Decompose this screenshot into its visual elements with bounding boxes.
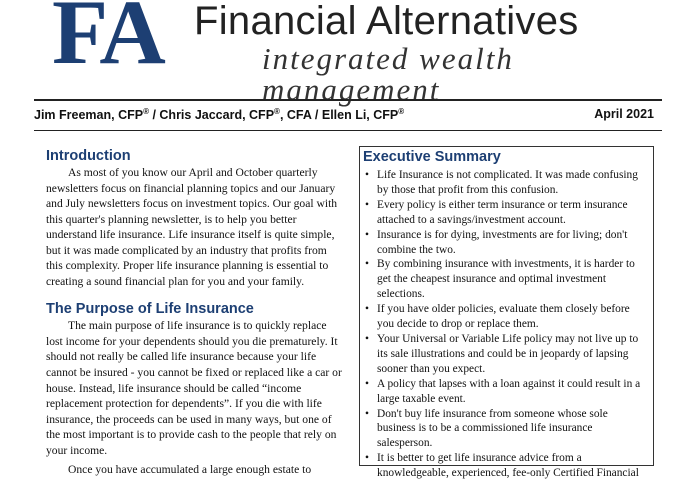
section-heading: The Purpose of Life Insurance [46, 301, 254, 318]
author-byline [34, 107, 404, 122]
registered-mark: ® [274, 107, 280, 116]
summary-item-text: Insurance is for dying, investments are for living; don't combine the two. [377, 228, 628, 256]
fa-logo: FA [52, 0, 164, 83]
summary-item-text: It is better to get life insurance advice from a knowledgeable, experienced, fee-only Certified Financial [377, 452, 639, 480]
summary-item [365, 228, 649, 258]
summary-item-text: Don't buy life insurance from someone whose sole business is to be a commissioned life insurance salesperson. [377, 407, 608, 450]
bullet-icon: • [365, 228, 369, 241]
author-jim: Jim Freeman, CFP [34, 108, 144, 123]
registered-mark: ® [143, 107, 149, 116]
summary-item [365, 302, 649, 332]
bullet-icon: • [365, 198, 369, 211]
bullet-icon: • [365, 452, 369, 465]
section-heading: Introduction [46, 148, 131, 164]
masthead-rule-top [34, 99, 662, 101]
summary-item [365, 332, 649, 377]
summary-item-text: Your Universal or Variable Life policy may not live up to its sale illustrations and could be in jeopardy of lapsing sooner than you expect. [377, 332, 639, 375]
brand-name: Financial Alternatives [194, 0, 579, 43]
bullet-icon: • [365, 377, 369, 390]
bullet-icon: • [365, 169, 369, 181]
summary-list [365, 168, 649, 481]
body-paragraph: As most of you know our April and October quarterly newsletters focus on financial planning topics and our January and July newsletters focus on investment topics. Our goal with this quarter's planning newsletter, is to help you better understand life insurance. Life insurance itself is quite simple, but it was made complicated by an industry that profits from this complexity. Proper life insurance planning is essential to creating a sound financial plan for you and your family. [46, 166, 338, 288]
summary-title: Executive Summary [363, 149, 501, 165]
masthead-rule-bottom [34, 130, 662, 131]
masthead [0, 0, 684, 107]
brand-tagline: integrated wealth management [262, 41, 514, 107]
author-chris: / Chris Jaccard, CFP [148, 108, 275, 123]
summary-item-text: A policy that lapses with a loan against it could result in a large taxable event. [377, 377, 641, 405]
summary-item-text: Every policy is either term insurance or term insurance attached to a savings/investment account. [377, 198, 628, 226]
registered-mark: ® [398, 107, 405, 116]
bullet-icon: • [365, 407, 369, 420]
executive-summary-box [359, 146, 654, 480]
bullet-icon: • [365, 303, 369, 316]
main-column [46, 147, 342, 478]
summary-item [365, 168, 649, 198]
body-paragraph: Once you have accumulated a large enough estate to [68, 463, 312, 477]
introduction-section [46, 147, 342, 289]
summary-item [365, 407, 649, 452]
bullet-icon: • [365, 258, 369, 271]
issue-date: April 2021 [594, 107, 654, 121]
summary-item-text: If you have older policies, evaluate them closely before you decide to drop or replace them. [377, 303, 630, 331]
bullet-icon: • [365, 332, 369, 345]
summary-item-text: By combining insurance with investments, it is harder to get the cheapest insurance and optimal investment selections. [377, 258, 635, 301]
summary-item [365, 257, 649, 302]
body-paragraph: The main purpose of life insurance is to quickly replace lost income for your dependents should you die prematurely. It should not really be called life insurance because your life cannot be insured - you cannot be fixed or replaced like a car or house. Instead, life insurance should be called “income replacement protection for dependents”. If you die with life insurance, the proceeds can be used in many ways, but one of the most important is to provide cash to the people that rely on your income. [46, 319, 342, 457]
purpose-section [46, 300, 342, 477]
summary-item [365, 377, 649, 407]
author-ellen: , CFA / Ellen Li, CFP [279, 108, 399, 123]
summary-item [365, 198, 649, 228]
summary-item-text: Life Insurance is not complicated. It was made confusing by those that profit from this confusion. [377, 169, 638, 196]
